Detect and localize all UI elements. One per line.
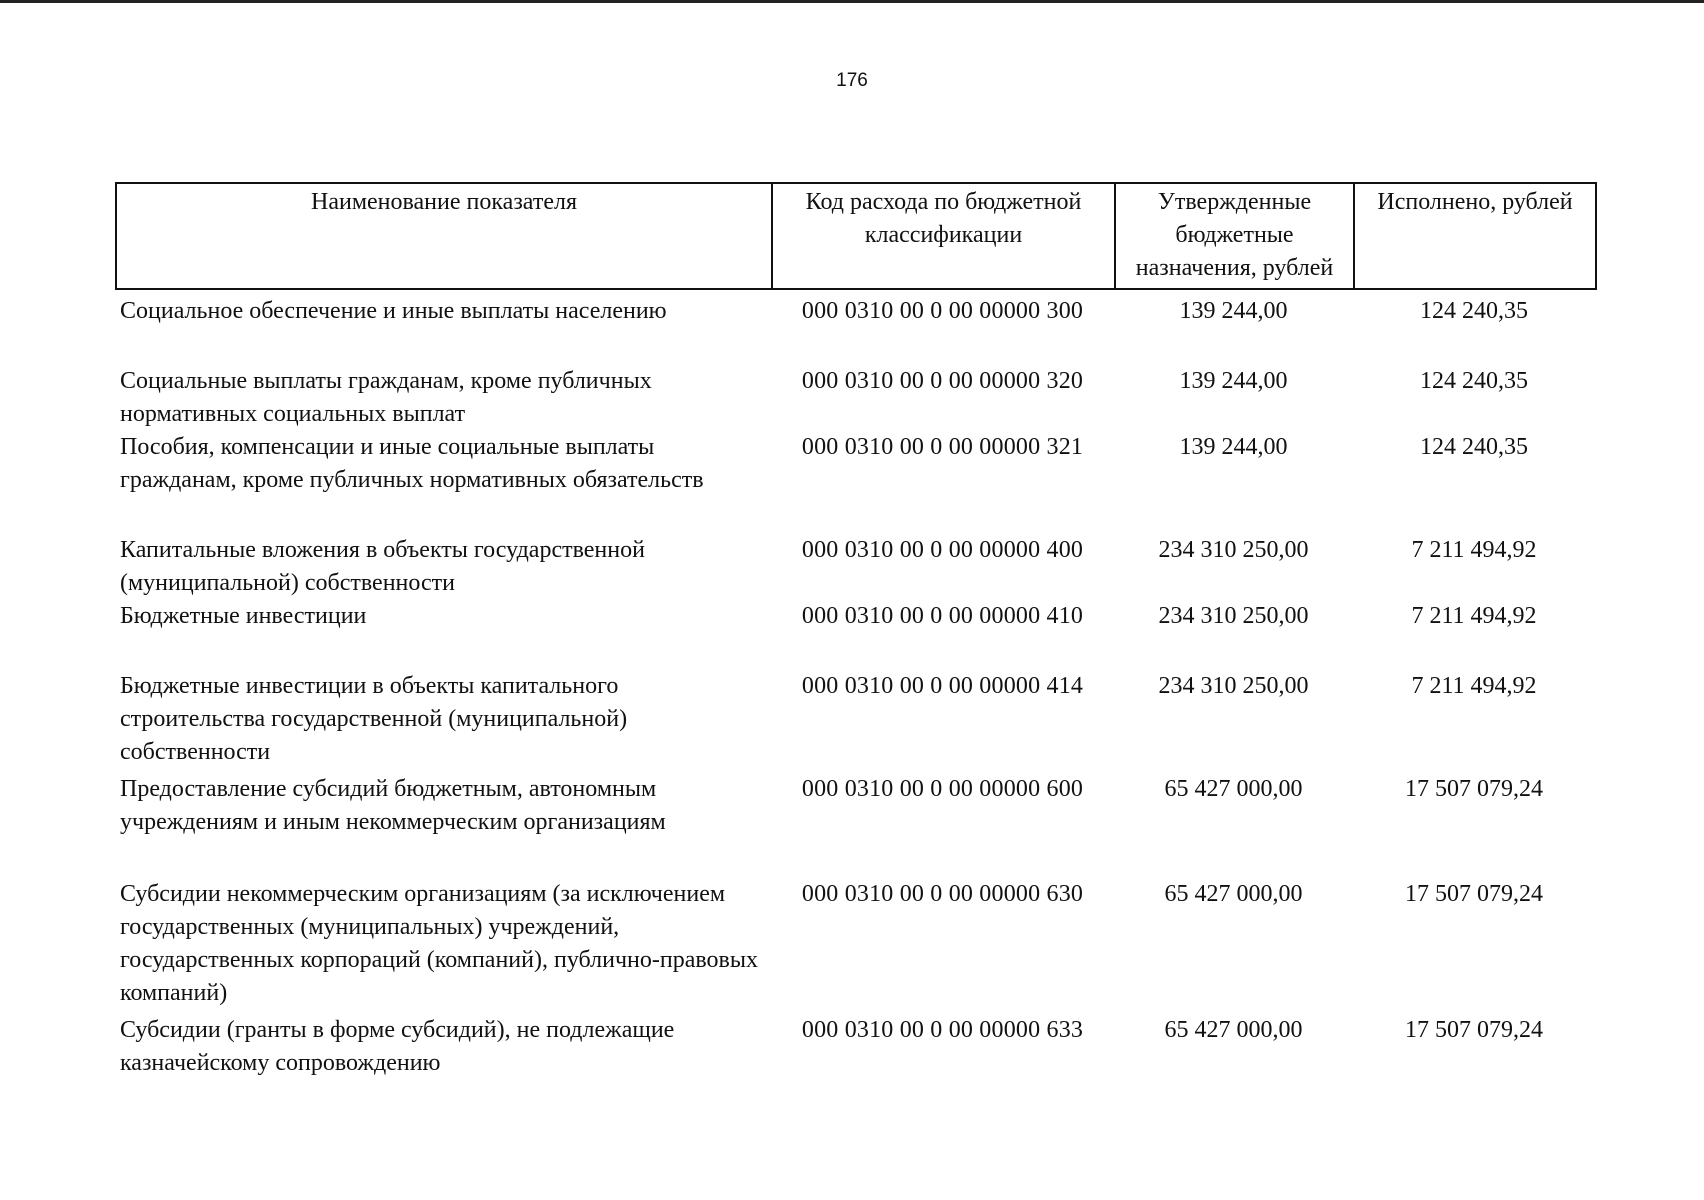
row-approved: 65 427 000,00 <box>1164 881 1303 907</box>
row-code: 000 0310 00 0 00 00000 630 <box>801 881 1084 907</box>
row-name: Бюджетные инвестиции в объекты капитального строительства государственной (муниципальной) собственности <box>120 673 628 765</box>
row-code: 000 0310 00 0 00 00000 414 <box>801 673 1084 699</box>
row-approved: 65 427 000,00 <box>1164 776 1303 802</box>
table-row <box>116 431 1596 534</box>
row-executed: 124 240,35 <box>1420 434 1528 460</box>
header-executed: Исполнено, рублей <box>1354 183 1596 289</box>
row-name: Субсидии (гранты в форме субсидий), не подлежащие казначейскому сопровождению <box>120 1017 675 1076</box>
page-number: 176 <box>836 70 868 91</box>
row-code: 000 0310 00 0 00 00000 600 <box>801 776 1084 802</box>
table-row <box>116 1014 1596 1080</box>
table-row <box>116 534 1596 600</box>
row-executed: 124 240,35 <box>1420 368 1528 394</box>
row-approved: 139 244,00 <box>1179 434 1288 460</box>
table-row <box>116 670 1596 773</box>
row-executed: 7 211 494,92 <box>1411 603 1537 629</box>
table-row <box>116 878 1596 1014</box>
row-approved: 234 310 250,00 <box>1158 603 1309 629</box>
budget-expenditure-table <box>115 182 1597 1080</box>
row-name: Капитальные вложения в объекты государственной (муниципальной) собственности <box>120 537 645 596</box>
header-expense-code: Код расхода по бюджетной классификации <box>772 183 1115 289</box>
row-name: Социальные выплаты гражданам, кроме публичных нормативных социальных выплат <box>120 368 652 427</box>
row-executed: 7 211 494,92 <box>1411 673 1537 699</box>
top-border-line <box>0 0 1704 3</box>
row-executed: 7 211 494,92 <box>1411 537 1537 563</box>
row-executed: 124 240,35 <box>1420 298 1528 324</box>
row-code: 000 0310 00 0 00 00000 633 <box>801 1017 1084 1043</box>
row-code: 000 0310 00 0 00 00000 320 <box>801 368 1084 394</box>
row-executed: 17 507 079,24 <box>1405 881 1543 907</box>
row-name: Социальное обеспечение и иные выплаты населению <box>120 298 667 324</box>
table-row <box>116 365 1596 431</box>
header-indicator-name: Наименование показателя <box>116 183 772 289</box>
row-name: Субсидии некоммерческим организациям (за исключением государственных (муниципальных) учреждений, государственных корпораций (компаний), публично-правовых компаний) <box>120 881 758 1006</box>
row-code: 000 0310 00 0 00 00000 410 <box>801 603 1084 629</box>
row-approved: 65 427 000,00 <box>1164 1017 1303 1043</box>
row-approved: 234 310 250,00 <box>1158 537 1309 563</box>
row-name: Бюджетные инвестиции <box>120 603 367 629</box>
row-name: Пособия, компенсации и иные социальные выплаты гражданам, кроме публичных нормативных обязательств <box>120 434 704 493</box>
row-code: 000 0310 00 0 00 00000 400 <box>801 537 1084 563</box>
row-name: Предоставление субсидий бюджетным, автономным учреждениям и иным некоммерческим организациям <box>120 776 666 835</box>
header-approved-budget: Утвержденные бюджетные назначения, рублей <box>1115 183 1354 289</box>
row-code: 000 0310 00 0 00 00000 300 <box>801 298 1084 324</box>
row-executed: 17 507 079,24 <box>1405 1017 1543 1043</box>
table-row <box>116 773 1596 878</box>
table-header-row <box>116 183 1596 289</box>
row-executed: 17 507 079,24 <box>1405 776 1543 802</box>
table-row <box>116 289 1596 365</box>
row-approved: 234 310 250,00 <box>1158 673 1309 699</box>
row-approved: 139 244,00 <box>1179 298 1288 324</box>
table-row <box>116 600 1596 670</box>
row-code: 000 0310 00 0 00 00000 321 <box>801 434 1084 460</box>
row-approved: 139 244,00 <box>1179 368 1288 394</box>
